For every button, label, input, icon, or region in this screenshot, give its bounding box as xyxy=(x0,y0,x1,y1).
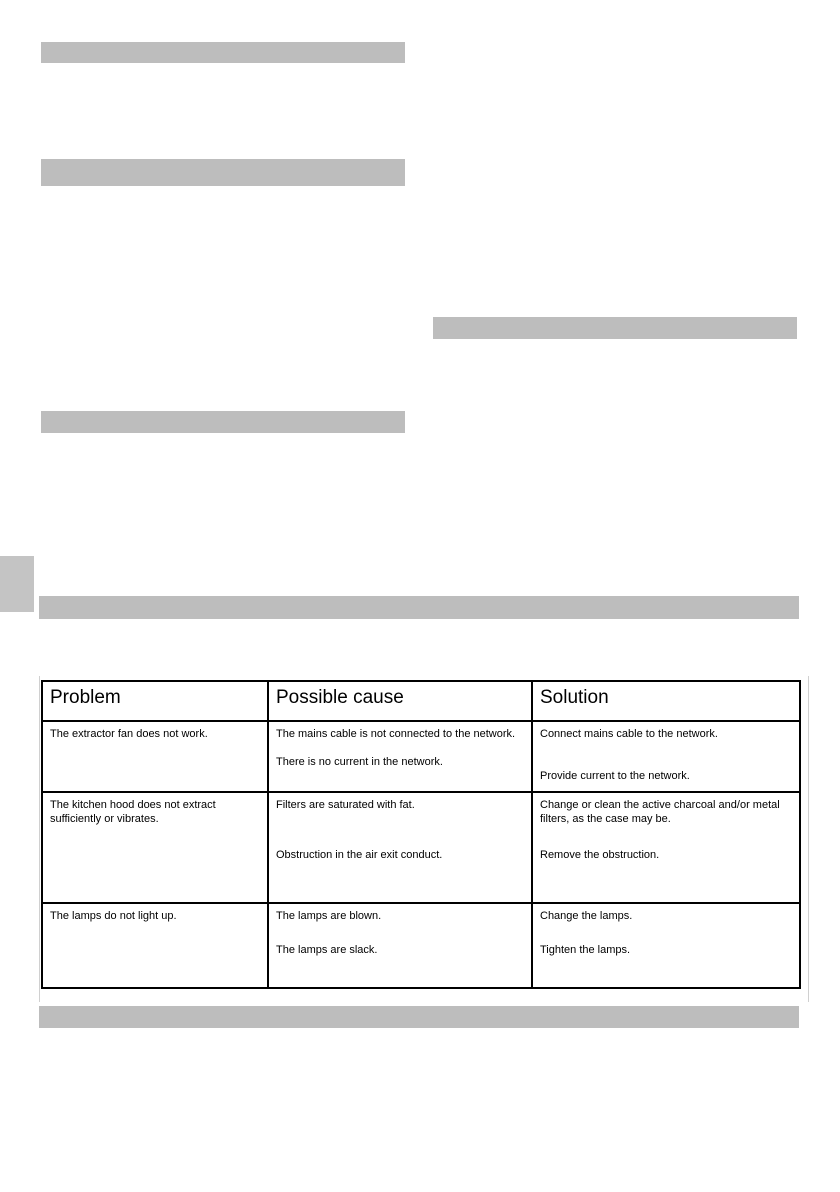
section-bar-2 xyxy=(41,159,405,186)
problem-text: The extractor fan does not work. xyxy=(50,728,208,740)
solution-text: Provide current to the network. xyxy=(540,770,690,782)
section-bar-bottom xyxy=(39,1006,799,1028)
section-bar-4 xyxy=(41,411,405,433)
cause-text: Filters are saturated with fat. xyxy=(276,799,415,811)
language-side-tab xyxy=(0,556,34,612)
problem-text: The kitchen hood does not extract sufficiently or vibrates. xyxy=(50,799,216,825)
cause-text: Obstruction in the air exit conduct. xyxy=(276,849,443,861)
table-header-row xyxy=(43,682,799,720)
solution-cell xyxy=(531,722,799,791)
table-row xyxy=(43,791,799,902)
problem-cell xyxy=(43,793,267,902)
problem-text: The lamps do not light up. xyxy=(50,910,177,922)
section-bar-3 xyxy=(433,317,797,339)
frame-line-right xyxy=(808,676,809,1002)
cause-text: The lamps are slack. xyxy=(276,944,378,956)
cause-text: The lamps are blown. xyxy=(276,910,382,922)
cause-text: The mains cable is not connected to the network. xyxy=(276,728,516,740)
cause-cell xyxy=(267,793,531,902)
header-solution: Solution xyxy=(531,682,799,720)
solution-text: Remove the obstruction. xyxy=(540,849,660,861)
solution-text: Change the lamps. xyxy=(540,910,633,922)
cause-cell xyxy=(267,722,531,791)
table-row xyxy=(43,720,799,791)
section-bar-1 xyxy=(41,42,405,63)
solution-cell xyxy=(531,793,799,902)
header-possible-cause: Possible cause xyxy=(267,682,531,720)
problem-cell xyxy=(43,904,267,987)
cause-cell xyxy=(267,904,531,987)
section-bar-troubleshooting xyxy=(39,596,799,619)
solution-text: Change or clean the active charcoal and/or metal filters, as the case may be. xyxy=(540,799,780,825)
troubleshooting-table xyxy=(41,680,801,989)
cause-text: There is no current in the network. xyxy=(276,756,443,768)
solution-text: Tighten the lamps. xyxy=(540,944,631,956)
header-problem: Problem xyxy=(50,687,121,708)
solution-cell xyxy=(531,904,799,987)
frame-line-left xyxy=(39,676,40,1002)
problem-cell xyxy=(43,722,267,791)
table-row xyxy=(43,902,799,987)
solution-text: Connect mains cable to the network. xyxy=(540,728,718,740)
